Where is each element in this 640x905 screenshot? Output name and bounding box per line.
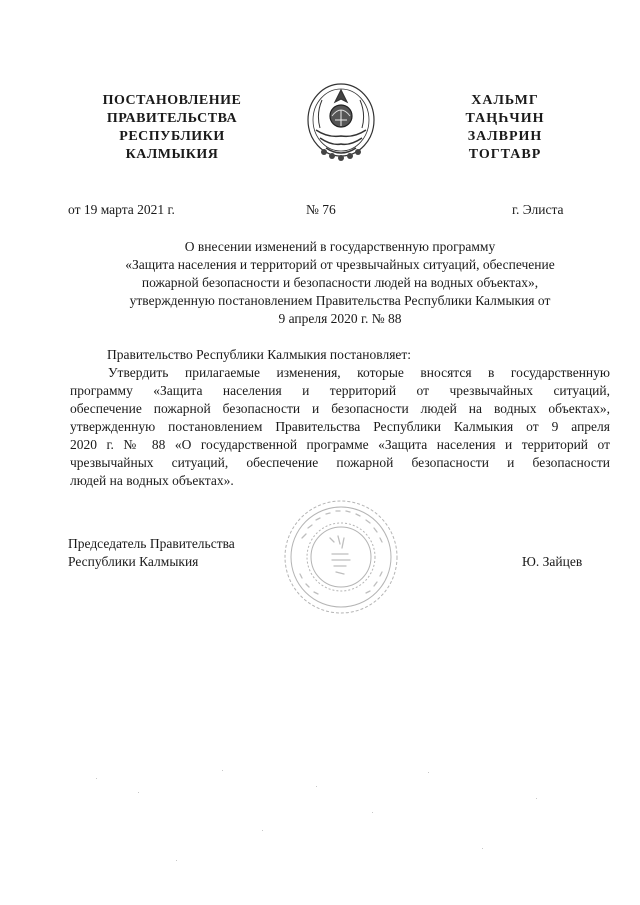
- paragraph-line: программу «Защита населения и территорий от чрезвычайных ситуаций,: [70, 383, 610, 398]
- signatory-title: [68, 535, 235, 571]
- paragraph-line: 2020 г. № 88 «О государственной программе «Защита населения и территорий от: [70, 437, 610, 452]
- document-date: от 19 марта 2021 г.: [68, 202, 175, 217]
- issuer-line: ТОГТАВР: [468, 147, 542, 162]
- paragraph-line: обеспечение пожарной безопасности и безопасности людей на водных объектах»,: [70, 401, 610, 416]
- issuer-line: КАЛМЫКИЯ: [125, 147, 219, 162]
- document-number: № 76: [306, 202, 336, 217]
- official-round-stamp-icon: [282, 498, 400, 616]
- signatory-title-line: Председатель Правительства: [68, 536, 235, 551]
- subject-line: пожарной безопасности и безопасности людей на водных объектах»,: [141, 275, 539, 290]
- paragraph-line: Утвердить прилагаемые изменения, которые вносятся в государственную: [108, 365, 610, 380]
- preamble: Правительство Республики Калмыкия постановляет:: [107, 347, 412, 362]
- kalmykia-coat-of-arms-icon: [302, 80, 380, 164]
- document-city: г. Элиста: [512, 202, 564, 217]
- subject-line: 9 апреля 2020 г. № 88: [278, 311, 402, 326]
- signatory-name: Ю. Зайцев: [522, 554, 583, 569]
- issuer-line: ТАҢҺЧИН: [465, 111, 545, 126]
- issuer-name-kalmyk: [440, 92, 570, 164]
- document-body: [70, 346, 610, 490]
- subject-line: О внесении изменений в государственную программу: [184, 239, 496, 254]
- paragraph-line: людей на водных объектах».: [70, 473, 234, 488]
- resolution-paragraph: [70, 364, 610, 490]
- signatory-title-line: Республики Калмыкия: [68, 554, 199, 569]
- subject-line: утвержденную постановлением Правительства Республики Калмыкия от: [129, 293, 551, 308]
- issuer-name-russian: [88, 92, 256, 164]
- issuer-line: ХАЛЬМГ: [471, 93, 539, 108]
- issuer-line: ПРАВИТЕЛЬСТВА: [106, 111, 238, 126]
- subject-line: «Защита населения и территорий от чрезвычайных ситуаций, обеспечение: [125, 257, 555, 272]
- document-subject: [70, 238, 610, 328]
- issuer-line: ЗАЛВРИН: [467, 129, 543, 144]
- issuer-line: РЕСПУБЛИКИ: [119, 129, 225, 144]
- paragraph-line: чрезвычайных ситуаций, обеспечение пожарной безопасности и безопасности: [70, 455, 610, 470]
- issuer-line: ПОСТАНОВЛЕНИЕ: [102, 93, 242, 108]
- paragraph-line: утвержденную постановлением Правительства Республики Калмыкия от 9 апреля: [70, 419, 610, 434]
